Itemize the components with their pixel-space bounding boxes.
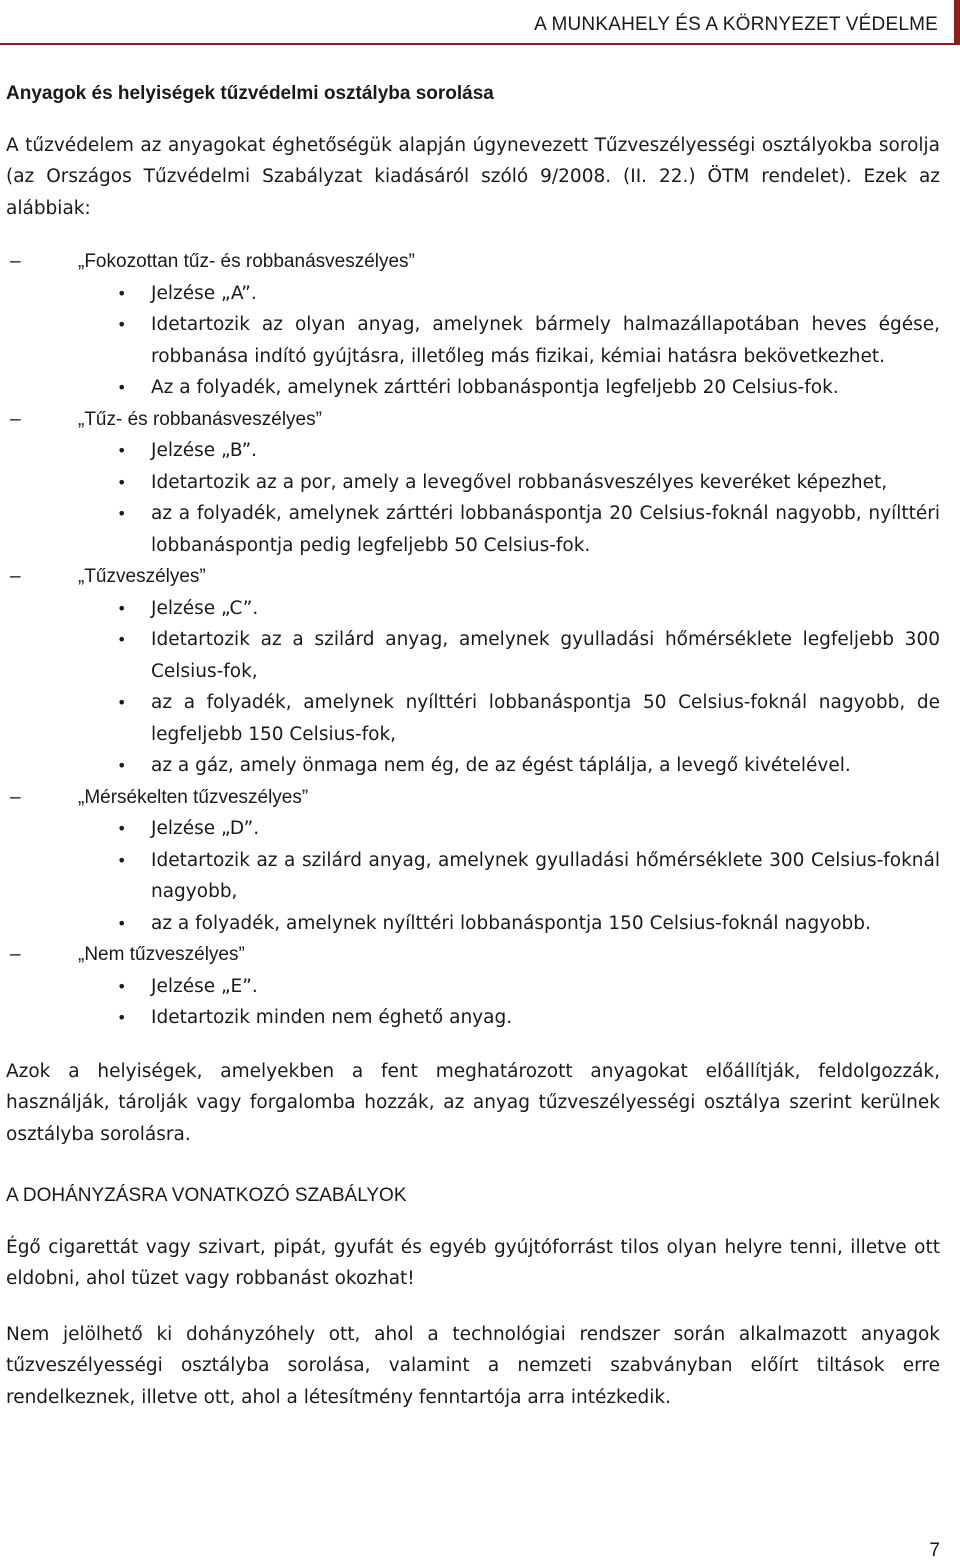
- bullet-item: • Jelzése „E”.: [151, 971, 940, 1003]
- smoking-paragraph-1: Égő cigarettát vagy szivart, pipát, gyufát és egyéb gyújtóforrást tilos olyan helyre tenni, illetve ott eldobni, ahol tüzet vagy robbanást okozhat!: [6, 1236, 940, 1289]
- bullet-item: • Az a folyadék, amelynek zárttéri lobbanáspontja legfeljebb 20 Celsius-fok.: [151, 372, 940, 404]
- bullet-item: • Jelzése „C”.: [151, 593, 940, 625]
- bullet-item: • az a folyadék, amelynek nyílttéri lobbanáspontja 150 Celsius-foknál nagyobb.: [151, 908, 940, 940]
- category-title: „Mérsékelten tűzveszélyes”: [78, 786, 309, 808]
- category-title: „Tűz- és robbanásveszélyes”: [78, 408, 322, 430]
- category-title: „Fokozottan tűz- és robbanásveszélyes”: [78, 251, 415, 272]
- category-bullets: [6, 278, 940, 404]
- bullet-item: • Idetartozik az a por, amely a levegővel robbanásveszélyes keveréket képezhet,: [151, 467, 940, 499]
- category-block: [6, 246, 940, 404]
- bullet-item: • az a gáz, amely önmaga nem ég, de az égést táplálja, a levegő kivételével.: [151, 750, 940, 782]
- bullet-item: • Jelzése „A”.: [151, 278, 940, 310]
- bullet-item: • az a folyadék, amelynek nyílttéri lobbanáspontja 50 Celsius-foknál nagyobb, de legfeljebb 150 Celsius-fok,: [151, 687, 940, 750]
- dash-marker: –: [10, 786, 21, 808]
- bullet-item: • Idetartozik minden nem éghető anyag.: [151, 1002, 940, 1034]
- dash-marker: –: [10, 408, 21, 430]
- category-heading: [6, 246, 940, 278]
- header-title: A MUNKAHELY ÉS A KÖRNYEZET VÉDELME: [534, 14, 938, 35]
- dash-marker: –: [10, 251, 21, 272]
- smoking-paragraph-2: Nem jelölhető ki dohányzóhely ott, ahol a technológiai rendszer során alkalmazott anyagok tűzveszélyességi osztályba sorolása, valamint a nemzeti szabványban előírt tiltások erre rendelkeznek, illetve ott, ahol a létesítmény fenntartója arra intézkedik.: [6, 1323, 940, 1408]
- category-block: [6, 782, 940, 940]
- page-number: 7: [929, 1540, 940, 1561]
- category-bullets: [6, 971, 940, 1034]
- bullet-item: • Idetartozik az a szilárd anyag, amelynek gyulladási hőmérséklete 300 Celsius-foknál nagyobb,: [151, 845, 940, 908]
- header-rule: [0, 43, 960, 45]
- section-title: Anyagok és helyiségek tűzvédelmi osztályba sorolása: [6, 83, 494, 104]
- rooms-paragraph: Azok a helyiségek, amelyekben a fent meghatározott anyagokat előállítják, feldolgozzák, használják, tárolják vagy forgalomba hozzák, az anyag tűzveszélyességi osztálya szerint kerülnek osztályba sorolásra.: [6, 1060, 940, 1145]
- dash-marker: –: [10, 944, 21, 965]
- category-title: „Nem tűzveszélyes”: [78, 944, 245, 965]
- category-list: [6, 246, 940, 1034]
- document-body: [6, 78, 940, 1413]
- category-block: [6, 939, 940, 1034]
- intro-paragraph: A tűzvédelem az anyagokat éghetőségük alapján úgynevezett Tűzveszélyességi osztályokba sorolja (az Országos Tűzvédelmi Szabályzat kiadásáról szóló 9/2008. (II. 22.) ÖTM rendelet). Ezek az alábbiak:: [6, 134, 940, 219]
- header-rule-vertical: [954, 0, 960, 45]
- category-bullets: [6, 435, 940, 561]
- smoking-rules-title: A DOHÁNYZÁSRA VONATKOZÓ SZABÁLYOK: [6, 1185, 407, 1206]
- bullet-item: • Idetartozik az olyan anyag, amelynek bármely halmazállapotában heves égése, robbanása indító gyújtásra, illetőleg más fizikai, kémiai hatásra bekövetkezhet.: [151, 309, 940, 372]
- category-heading: [6, 561, 940, 593]
- bullet-item: • az a folyadék, amelynek zárttéri lobbanáspontja 20 Celsius-foknál nagyobb, nyílttéri lobbanáspontja pedig legfeljebb 50 Celsius-fok.: [151, 498, 940, 561]
- category-bullets: [6, 593, 940, 782]
- category-heading: [6, 782, 940, 814]
- bullet-item: • Jelzése „D”.: [151, 813, 940, 845]
- category-bullets: [6, 813, 940, 939]
- bullet-item: • Idetartozik az a szilárd anyag, amelynek gyulladási hőmérséklete legfeljebb 300 Celsius-fok,: [151, 624, 940, 687]
- category-block: [6, 404, 940, 562]
- category-title: „Tűzveszélyes”: [78, 566, 206, 587]
- category-heading: [6, 939, 940, 971]
- bullet-item: • Jelzése „B”.: [151, 435, 940, 467]
- category-block: [6, 561, 940, 782]
- dash-marker: –: [10, 566, 21, 587]
- category-heading: [6, 404, 940, 436]
- page-header: [0, 0, 960, 44]
